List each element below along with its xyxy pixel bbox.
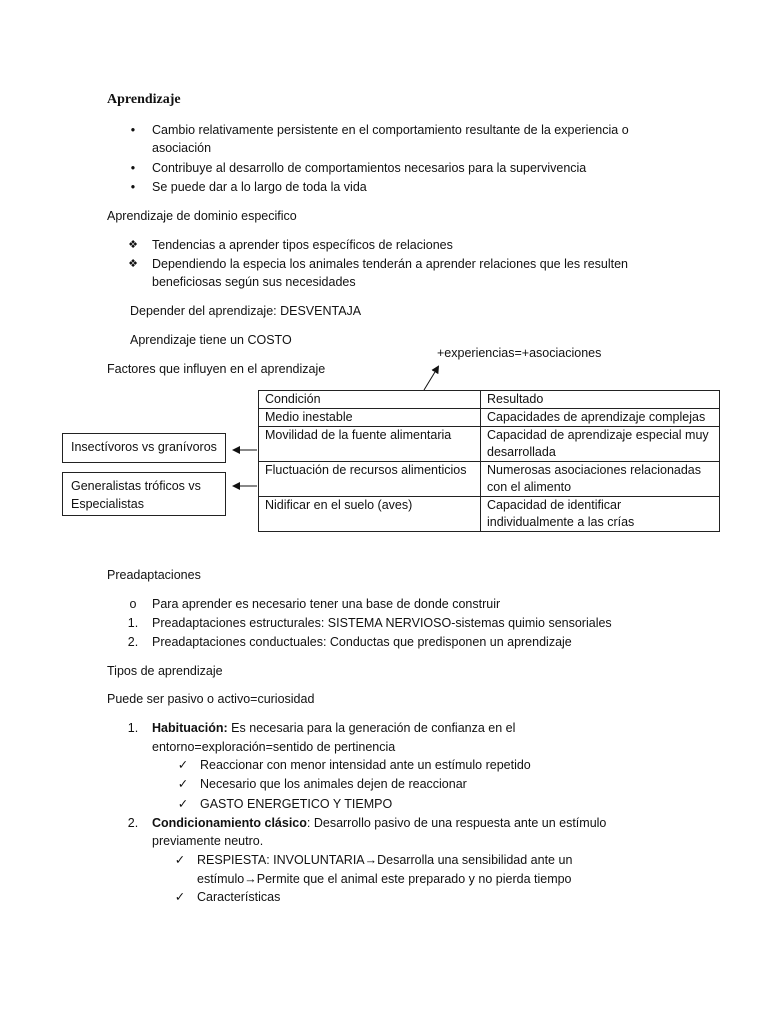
list-number: 1.	[127, 721, 139, 735]
table-row	[259, 462, 720, 497]
condicionamiento-check-1: RESPIESTA: INVOLUNTARIA→Desarrolla una sensibilidad ante un	[197, 853, 573, 867]
preadaptaciones-circle-item: Para aprender es necesario tener una base de donde construir	[152, 597, 501, 611]
table-cell: Capacidad de aprendizaje especial muy desarrollada	[481, 427, 720, 462]
check-icon: ✓	[177, 758, 189, 772]
table-cell: Nidificar en el suelo (aves)	[259, 497, 481, 532]
list-number: 2.	[127, 816, 139, 830]
diamond-bullet-icon: ❖	[128, 258, 138, 270]
domain-bullet-2-cont: beneficiosas según sus necesidades	[152, 275, 356, 289]
page-title: Aprendizaje	[107, 92, 181, 107]
intro-bullet-1-cont: asociación	[152, 141, 212, 155]
generalistas-label-2: Especialistas	[71, 497, 144, 511]
insectivoros-label: Insectívoros vs granívoros	[71, 440, 217, 454]
table-header-condicion: Condición	[259, 391, 481, 409]
habituacion-check-3: GASTO ENERGETICO Y TIEMPO	[200, 797, 393, 811]
insectivoros-box	[62, 433, 226, 463]
costo-line: Aprendizaje tiene un COSTO	[130, 333, 292, 347]
habituacion-item-cont: entorno=exploración=sentido de pertinencia	[152, 740, 396, 754]
generalistas-label-1: Generalistas tróficos vs	[71, 479, 201, 493]
list-number: 2.	[127, 635, 139, 649]
domain-bullet-2: Dependiendo la especia los animales tenderán a aprender relaciones que les resulten	[152, 257, 629, 271]
experiencias-note: +experiencias=+asociaciones	[437, 346, 602, 360]
check-icon: ✓	[177, 797, 189, 811]
table-cell: Medio inestable	[259, 409, 481, 427]
check-icon: ✓	[174, 853, 186, 867]
preadaptaciones-heading: Preadaptaciones	[107, 568, 201, 582]
check-icon: ✓	[174, 890, 186, 904]
table-row	[259, 497, 720, 532]
habituacion-check-1: Reaccionar con menor intensidad ante un estímulo repetido	[200, 758, 531, 772]
bullet-icon: •	[130, 180, 136, 194]
diamond-bullet-icon: ❖	[128, 239, 138, 251]
preadaptaciones-item-2: Preadaptaciones conductuales: Conductas que predisponen un aprendizaje	[152, 635, 572, 649]
intro-bullet-1: Cambio relativamente persistente en el comportamiento resultante de la experiencia o	[152, 123, 629, 137]
factors-table	[258, 390, 720, 532]
depender-line: Depender del aprendizaje: DESVENTAJA	[130, 304, 362, 318]
list-number: 1.	[127, 616, 139, 630]
intro-bullet-2: Contribuye al desarrollo de comportamientos necesarios para la supervivencia	[152, 161, 587, 175]
table-row	[259, 409, 720, 427]
domain-heading: Aprendizaje de dominio especifico	[107, 209, 297, 223]
table-cell: Capacidades de aprendizaje complejas	[481, 409, 720, 427]
condicionamiento-check-1-cont: estímulo→Permite que el animal este preparado y no pierda tiempo	[197, 872, 572, 886]
preadaptaciones-item-1: Preadaptaciones estructurales: SISTEMA NERVIOSO-sistemas quimio sensoriales	[152, 616, 612, 630]
table-header-resultado: Resultado	[481, 391, 720, 409]
condicionamiento-check-2: Características	[197, 890, 281, 904]
condicionamiento-item-cont: previamente neutro.	[152, 834, 264, 848]
tipos-heading: Tipos de aprendizaje	[107, 664, 223, 678]
bullet-icon: •	[130, 123, 136, 137]
bullet-icon: •	[130, 161, 136, 175]
generalistas-box	[62, 472, 226, 516]
pasivo-activo-line: Puede ser pasivo o activo=curiosidad	[107, 692, 315, 706]
habituacion-item: Habituación: Es necesaria para la generación de confianza en el	[152, 721, 516, 735]
table-row	[259, 427, 720, 462]
table-cell: Fluctuación de recursos alimenticios	[259, 462, 481, 497]
circle-bullet-icon: o	[129, 597, 137, 611]
table-cell: Movilidad de la fuente alimentaria	[259, 427, 481, 462]
arrow-to-experiencias	[424, 367, 438, 390]
table-header-row	[259, 391, 720, 409]
condicionamiento-item: Condicionamiento clásico: Desarrollo pasivo de una respuesta ante un estímulo	[152, 816, 607, 830]
check-icon: ✓	[177, 777, 189, 791]
table-cell: Numerosas asociaciones relacionadas con el alimento	[481, 462, 720, 497]
table-cell: Capacidad de identificar individualmente a las crías	[481, 497, 720, 532]
domain-bullet-1: Tendencias a aprender tipos específicos de relaciones	[152, 238, 453, 252]
factores-heading: Factores que influyen en el aprendizaje	[107, 362, 326, 376]
habituacion-check-2: Necesario que los animales dejen de reaccionar	[200, 777, 467, 791]
intro-bullet-3: Se puede dar a lo largo de toda la vida	[152, 180, 367, 194]
